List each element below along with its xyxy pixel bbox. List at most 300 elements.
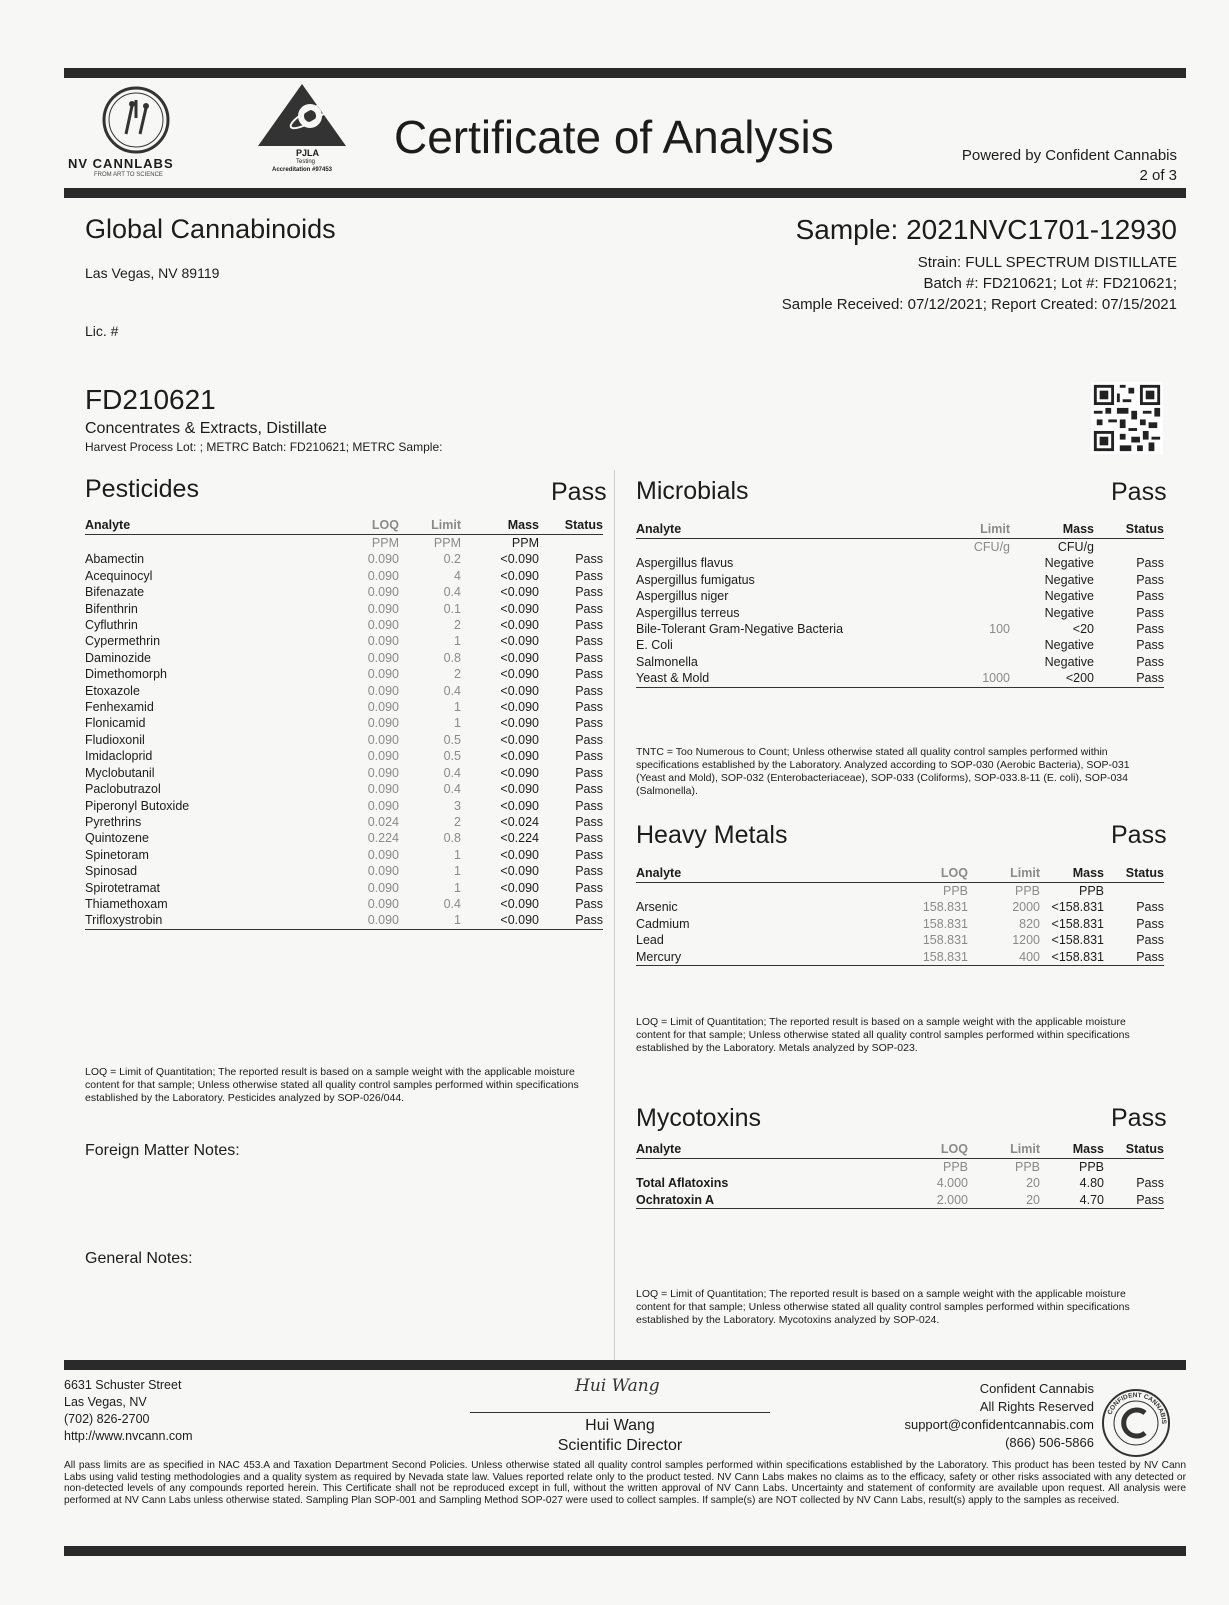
metal-unit: PPB (942, 884, 968, 898)
micro-cell: Pass (1094, 670, 1164, 687)
pest-cell: Bifenthrin (85, 601, 138, 616)
metal-cell: 820 (1019, 916, 1040, 931)
pest-cell: 0.090 (367, 798, 399, 813)
pest-cell: 0.090 (367, 667, 399, 682)
table-row (85, 781, 603, 797)
pest-cell: Pass (575, 896, 603, 911)
pest-cell: 4 (454, 568, 461, 583)
client-info (85, 214, 336, 339)
pest-cell: Pass (575, 765, 603, 780)
myco-cell: 20 (968, 1192, 1040, 1209)
pesticides-table (85, 516, 603, 930)
micro-unit: CFU/g (1057, 540, 1094, 554)
pest-cell: Pass (575, 814, 603, 829)
metal-units-row (636, 883, 1164, 900)
pest-cell: <0.090 (500, 601, 539, 616)
confident-cannabis-info (904, 1380, 1094, 1452)
signer-name: Hui Wang (585, 1417, 655, 1434)
client-license: Lic. # (85, 323, 119, 339)
micro-cell: Pass (1136, 654, 1164, 669)
pest-cell: <0.090 (500, 732, 539, 747)
metal-cell: 158.831 (922, 900, 968, 915)
metal-cell: Pass (1136, 933, 1164, 948)
myco-head-limit: Limit (968, 1140, 1040, 1159)
pest-cell: <0.090 (500, 552, 539, 567)
micro-cell: 100 (989, 622, 1010, 637)
mycotoxins-note: LOQ = Limit of Quantitation; The reported result is based on a sample weight with the applicable moisture content for that sample; Unless otherwise stated all quality control samples performed within specifications established by the Laboratory. Mycotoxins analyzed by SOP-024. (636, 1288, 1130, 1326)
micro-cell: Aspergillus niger (636, 589, 729, 604)
pest-cell: 0.024 (367, 814, 399, 829)
metal-cell: 2000 (1012, 900, 1040, 915)
pesticides-status: Pass (551, 478, 607, 506)
client-city: Las Vegas, NV 89119 (85, 265, 220, 281)
table-row (85, 715, 603, 731)
table-row (85, 814, 603, 830)
pest-cell: Pass (575, 749, 603, 764)
table-row (636, 916, 1164, 932)
product-category: Concentrates & Extracts, Distillate (85, 420, 327, 437)
sample-id: Sample: 2021NVC1701-12930 (795, 214, 1177, 245)
table-row (85, 584, 603, 600)
pest-cell: Cypermethrin (85, 634, 161, 649)
micro-units-row (636, 539, 1164, 556)
cc-email[interactable]: support@confidentcannabis.com (904, 1417, 1094, 1432)
pest-cell: Pass (575, 568, 603, 583)
pest-cell: 1 (454, 880, 461, 895)
pest-cell: 0.090 (367, 634, 399, 649)
micro-cell: Negative (1044, 572, 1094, 587)
micro-cell: Aspergillus flavus (636, 556, 734, 571)
pest-cell: Spinetoram (85, 847, 149, 862)
table-row (85, 847, 603, 863)
myco-cell: 2.000 (876, 1192, 968, 1209)
table-row (85, 666, 603, 682)
metal-cell: 158.831 (922, 916, 968, 931)
signature: Hui Wang (575, 1376, 660, 1396)
metal-cell: <158.831 (1051, 900, 1104, 915)
pest-cell: Myclobutanil (85, 765, 155, 780)
pest-cell: Fenhexamid (85, 700, 154, 715)
pest-unit (85, 535, 317, 552)
signer-title: Scientific Director (557, 1437, 683, 1454)
table-row (85, 601, 603, 617)
sample-meta (782, 252, 1177, 315)
metal-unit: PPB (1014, 884, 1040, 898)
myco-cell: 4.000 (936, 1176, 968, 1191)
pest-head-status: Status (539, 516, 603, 535)
pest-cell: Pass (575, 847, 603, 862)
page-number: 2 of 3 (1139, 167, 1177, 184)
pest-cell: 0.4 (443, 683, 461, 698)
pest-cell: <0.090 (500, 864, 539, 879)
sample-strain: Strain: FULL SPECTRUM DISTILLATE (917, 254, 1177, 271)
pest-cell: Pass (575, 798, 603, 813)
qr-code-icon (1091, 382, 1163, 454)
lab-address (64, 1377, 193, 1445)
pesticides-note: LOQ = Limit of Quantitation; The reported result is based on a sample weight with the applicable moisture content for that sample; Unless otherwise stated all quality control samples performed within specifications established by the Laboratory. Pesticides analyzed by SOP-026/044. (85, 1066, 579, 1104)
micro-cell (936, 572, 1010, 588)
pest-cell: 1 (454, 700, 461, 715)
pest-cell: Pass (575, 831, 603, 846)
pest-cell: Pass (575, 716, 603, 731)
signature-line (470, 1412, 770, 1413)
pest-cell: Piperonyl Butoxide (85, 798, 190, 813)
pest-cell: 0.5 (443, 749, 461, 764)
myco-unit: PPB (1014, 1160, 1040, 1174)
pest-unit: PPM (511, 536, 539, 550)
pest-cell: Spinosad (85, 864, 138, 879)
table-row (636, 654, 1164, 670)
table-row (85, 699, 603, 715)
pest-cell: <0.090 (500, 667, 539, 682)
pest-cell: <0.090 (500, 896, 539, 911)
table-row (636, 670, 1164, 687)
disclaimer: All pass limits are as specified in NAC 453.A and Taxation Department Second Policies. Unless otherwise stated all quality control samples performed within specifications established by the Laboratory. This product has been tested by NV Cann Labs using valid testing methodologies and a quality system as required by Nevada state law. Values reported relate only to the product tested. NV Cann Labs makes no claims as to the efficacy, safety or other risks associated with any detected or non-detected levels of any compounds reported herein. This Certificate shall not be reproduced except in full, without the written approval of NV Cann Labs. Uncertainty and statement of conformity are available upon request. All analysis were performed at NV Cann Labs unless otherwise stated. Sampling Plan SOP-001 and Sampling Method SOP-027 were used to collect samples. If sample(s) are NOT collected by NV Cann Labs, result(s) apply to the samples as received. (64, 1460, 1186, 1506)
pest-unit: PPM (433, 536, 461, 550)
metal-cell: Mercury (636, 949, 876, 966)
column-divider (614, 470, 615, 1360)
micro-cell (936, 654, 1010, 670)
micro-cell: <20 (1072, 622, 1094, 637)
table-row (636, 637, 1164, 653)
micro-cell: E. Coli (636, 638, 673, 653)
confident-cannabis-logo-icon (1101, 1388, 1171, 1458)
metal-unit (636, 883, 876, 900)
cc-logo-text: CONFIDENT CANNABIS (1106, 1391, 1168, 1425)
micro-cell: Negative (1044, 638, 1094, 653)
pest-cell: <0.090 (500, 847, 539, 862)
flask-logo-icon (64, 86, 214, 154)
pest-cell: Pass (575, 552, 603, 567)
nv-cannlabs-logo (64, 86, 214, 182)
pest-cell: <0.090 (500, 568, 539, 583)
pest-cell: <0.090 (461, 912, 539, 929)
pest-cell: 0.090 (367, 650, 399, 665)
myco-head-mass: Mass (1040, 1140, 1104, 1159)
pest-cell: 0.090 (367, 749, 399, 764)
pjla-logo (252, 80, 352, 184)
pest-cell: Pass (575, 864, 603, 879)
metal-unit (1104, 883, 1164, 900)
pest-cell: 0.090 (367, 732, 399, 747)
mycotoxins-table (636, 1140, 1164, 1209)
myco-cell: Pass (1104, 1192, 1164, 1209)
micro-head-status: Status (1094, 520, 1164, 539)
micro-cell: Pass (1136, 638, 1164, 653)
metal-head-status: Status (1104, 864, 1164, 883)
pest-cell: Pass (575, 880, 603, 895)
product-harvest: Harvest Process Lot: ; METRC Batch: FD210621; METRC Sample: (85, 440, 443, 454)
header-top-bar (64, 68, 1186, 78)
pest-cell: 0.8 (443, 650, 461, 665)
pest-cell: 3 (454, 798, 461, 813)
pest-cell: <0.090 (500, 618, 539, 633)
product-id: FD210621 (85, 384, 216, 415)
pest-cell: Pass (575, 618, 603, 633)
address-line2: Las Vegas, NV (64, 1395, 147, 1409)
micro-cell: Salmonella (636, 654, 698, 669)
micro-unit: CFU/g (973, 540, 1010, 554)
micro-cell: Negative (1044, 556, 1094, 571)
micro-cell: Pass (1136, 589, 1164, 604)
mycotoxins-title: Mycotoxins (636, 1104, 762, 1132)
pest-cell: 0.090 (367, 585, 399, 600)
myco-head-loq: LOQ (876, 1140, 968, 1159)
pest-cell: 0.1 (443, 601, 461, 616)
pest-cell: Thiamethoxam (85, 896, 168, 911)
powered-by (962, 146, 1177, 186)
micro-cell: Pass (1136, 605, 1164, 620)
pest-cell: Pass (575, 700, 603, 715)
myco-cell: 20 (1026, 1176, 1040, 1191)
pest-cell: 0.090 (367, 782, 399, 797)
table-row (636, 605, 1164, 621)
pest-cell: 0.4 (443, 585, 461, 600)
table-row (85, 551, 603, 567)
table-row (636, 1192, 1164, 1209)
micro-cell: Aspergillus fumigatus (636, 572, 755, 587)
pest-cell: Pass (575, 667, 603, 682)
pjla-sub2: Accreditation #97453 (271, 167, 333, 173)
pest-cell: Trifloxystrobin (85, 912, 317, 929)
microbials-status: Pass (1111, 478, 1167, 506)
micro-cell: Yeast & Mold (636, 670, 936, 687)
micro-head-limit: Limit (936, 520, 1010, 539)
pest-cell: Imidacloprid (85, 749, 153, 764)
pest-cell: 1 (399, 912, 461, 929)
mycotoxins-status: Pass (1111, 1104, 1167, 1132)
lab-logo-text: NV CANNLABS (68, 156, 174, 171)
page-title: Certificate of Analysis (394, 111, 834, 163)
metal-cell: Lead (636, 933, 664, 948)
pest-cell: <0.090 (500, 700, 539, 715)
micro-cell: 1000 (936, 670, 1010, 687)
pest-cell: Pass (539, 912, 603, 929)
micro-cell: <200 (1010, 670, 1094, 687)
micro-cell: Negative (1044, 654, 1094, 669)
pest-cell: Fludioxonil (85, 732, 145, 747)
pest-head-loq: LOQ (317, 516, 399, 535)
micro-head-analyte: Analyte (636, 520, 936, 539)
myco-cell: Pass (1136, 1176, 1164, 1191)
cc-phone: (866) 506-5866 (1005, 1435, 1094, 1450)
micro-head-mass: Mass (1010, 520, 1094, 539)
metal-cell: 400 (968, 949, 1040, 966)
micro-unit (636, 539, 936, 556)
table-row (85, 765, 603, 781)
pest-cell: Pass (575, 782, 603, 797)
microbials-table (636, 520, 1164, 688)
table-row (636, 1175, 1164, 1191)
footer-bottom-bar (64, 1546, 1186, 1556)
pest-cell: Pass (575, 634, 603, 649)
table-row (636, 899, 1164, 915)
metal-cell: Pass (1136, 916, 1164, 931)
powered-by-text: Powered by Confident Cannabis (961, 147, 1177, 164)
pest-cell: <0.090 (500, 683, 539, 698)
pest-cell: Cyfluthrin (85, 618, 138, 633)
pest-cell: Acequinocyl (85, 568, 153, 583)
pest-cell: 0.090 (367, 552, 399, 567)
pest-cell: 0.090 (367, 716, 399, 731)
pjla-text: PJLA (296, 148, 320, 158)
pest-cell: 2 (454, 814, 461, 829)
table-row (636, 932, 1164, 948)
myco-head-analyte: Analyte (636, 1140, 876, 1159)
pest-cell: 0.4 (443, 765, 461, 780)
metal-cell: Pass (1104, 949, 1164, 966)
pest-cell: 1 (454, 716, 461, 731)
table-row (85, 633, 603, 649)
myco-cell: 4.80 (1079, 1176, 1104, 1191)
pest-cell: 1 (454, 634, 461, 649)
metal-cell: 158.831 (876, 949, 968, 966)
myco-unit: PPB (1078, 1160, 1104, 1174)
pest-cell: <0.090 (500, 716, 539, 731)
general-notes: General Notes: (85, 1250, 193, 1267)
myco-cell: 4.70 (1040, 1192, 1104, 1209)
myco-unit (636, 1159, 876, 1176)
metal-head-analyte: Analyte (636, 864, 876, 883)
pest-cell: 0.4 (443, 782, 461, 797)
pest-cell: Bifenazate (85, 585, 145, 600)
table-row (85, 568, 603, 584)
foreign-matter-notes: Foreign Matter Notes: (85, 1142, 240, 1159)
pest-cell: 1 (454, 864, 461, 879)
micro-cell (936, 637, 1010, 653)
pest-cell: <0.090 (500, 634, 539, 649)
pest-cell: Etoxazole (85, 683, 140, 698)
lab-phone: (702) 826-2700 (64, 1412, 150, 1426)
micro-cell (936, 555, 1010, 571)
pest-cell: 0.090 (367, 618, 399, 633)
micro-cell (936, 605, 1010, 621)
table-row (636, 555, 1164, 571)
pest-head-limit: Limit (399, 516, 461, 535)
table-row (85, 732, 603, 748)
pest-cell: 0.090 (367, 864, 399, 879)
pest-cell: <0.090 (500, 749, 539, 764)
table-row (85, 830, 603, 846)
pest-cell: Daminozide (85, 650, 152, 665)
myco-head-status: Status (1104, 1140, 1164, 1159)
pest-cell: Pass (575, 601, 603, 616)
signer-block (470, 1416, 770, 1456)
myco-units-row (636, 1159, 1164, 1176)
micro-cell: Bile-Tolerant Gram-Negative Bacteria (636, 622, 844, 637)
pest-cell: <0.090 (500, 798, 539, 813)
heavy-metals-note: LOQ = Limit of Quantitation; The reported result is based on a sample weight with the applicable moisture content for that sample; Unless otherwise stated all quality control samples performed within specifications established by the Laboratory. Metals analyzed by SOP-023. (636, 1016, 1130, 1054)
table-row (85, 650, 603, 666)
address-line1: 6631 Schuster Street (64, 1378, 182, 1392)
micro-cell: Negative (1044, 589, 1094, 604)
microbials-title: Microbials (636, 477, 749, 505)
pest-cell: <0.090 (500, 765, 539, 780)
pest-cell: Pass (575, 585, 603, 600)
pest-cell: <0.090 (500, 782, 539, 797)
micro-cell (936, 588, 1010, 604)
microbials-note: TNTC = Too Numerous to Count; Unless otherwise stated all quality control samples performed within specifications established by the Laboratory. Analyzed according to SOP-030 (Aerobic Bacteria), SOP-031 (Yeast and Mold), SOP-032 (Enterobacteriaceae), SOP-033 (Coliforms), SOP-033.8-11 (E. coli), SOP-034 (Salmonella). (636, 746, 1130, 797)
pjla-sub1: Testing (296, 159, 316, 165)
metal-cell: <158.831 (1051, 933, 1104, 948)
pest-head-analyte: Analyte (85, 516, 317, 535)
table-row (85, 617, 603, 633)
micro-cell: Pass (1136, 622, 1164, 637)
table-row (85, 912, 603, 929)
metal-cell: <158.831 (1051, 916, 1104, 931)
pest-cell: 0.090 (317, 912, 399, 929)
pest-cell: 2 (454, 618, 461, 633)
pest-cell: 0.090 (367, 568, 399, 583)
myco-cell: Total Aflatoxins (636, 1176, 729, 1191)
pest-cell: 0.090 (367, 700, 399, 715)
header-bottom-bar (64, 188, 1186, 198)
pest-cell: <0.090 (500, 585, 539, 600)
pest-cell: 0.090 (367, 880, 399, 895)
pest-cell: 0.8 (443, 831, 461, 846)
table-row (85, 863, 603, 879)
table-row (85, 683, 603, 699)
metal-head-loq: LOQ (876, 864, 968, 883)
pest-cell: Spirotetramat (85, 880, 161, 895)
client-name: Global Cannabinoids (85, 214, 336, 244)
table-row (636, 949, 1164, 966)
heavy-metals-title: Heavy Metals (636, 821, 788, 849)
heavy-metals-status: Pass (1111, 821, 1167, 849)
micro-cell: Pass (1136, 572, 1164, 587)
metal-cell: <158.831 (1040, 949, 1104, 966)
pest-cell: 0.090 (367, 896, 399, 911)
pest-cell: 0.090 (367, 847, 399, 862)
pest-cell: <0.090 (500, 880, 539, 895)
table-row (636, 621, 1164, 637)
pjla-triangle-icon (252, 80, 352, 150)
myco-cell: Ochratoxin A (636, 1192, 876, 1209)
cc-rights: All Rights Reserved (979, 1399, 1094, 1414)
micro-cell: Aspergillus terreus (636, 605, 740, 620)
pest-cell: <0.024 (500, 814, 539, 829)
metal-head-limit: Limit (968, 864, 1040, 883)
pest-cell: 0.090 (367, 765, 399, 780)
pest-cell: Pass (575, 650, 603, 665)
pest-cell: 1 (454, 847, 461, 862)
pest-cell: 0.090 (367, 601, 399, 616)
metal-cell: Cadmium (636, 916, 690, 931)
sample-batch: Batch #: FD210621; Lot #: FD210621; (923, 275, 1177, 292)
pest-cell: Paclobutrazol (85, 782, 161, 797)
metal-head-mass: Mass (1040, 864, 1104, 883)
myco-unit: PPB (942, 1160, 968, 1174)
metal-cell: 1200 (1012, 933, 1040, 948)
pest-cell: Pass (575, 683, 603, 698)
myco-unit (1104, 1159, 1164, 1176)
table-row (85, 896, 603, 912)
pest-cell: 0.5 (443, 732, 461, 747)
lab-website[interactable]: http://www.nvcann.com (64, 1429, 193, 1443)
table-row (636, 588, 1164, 604)
pest-cell: Pyrethrins (85, 814, 142, 829)
footer-top-bar (64, 1360, 1186, 1370)
pest-cell: 0.090 (367, 683, 399, 698)
pest-cell: Abamectin (85, 552, 145, 567)
pesticides-title: Pesticides (85, 475, 199, 503)
heavy-metals-table (636, 864, 1164, 966)
lab-logo-tagline: FROM ART TO SCIENCE (94, 172, 163, 178)
metal-unit: PPB (1078, 884, 1104, 898)
pest-cell: Flonicamid (85, 716, 146, 731)
table-row (636, 572, 1164, 588)
micro-unit (1094, 539, 1164, 556)
